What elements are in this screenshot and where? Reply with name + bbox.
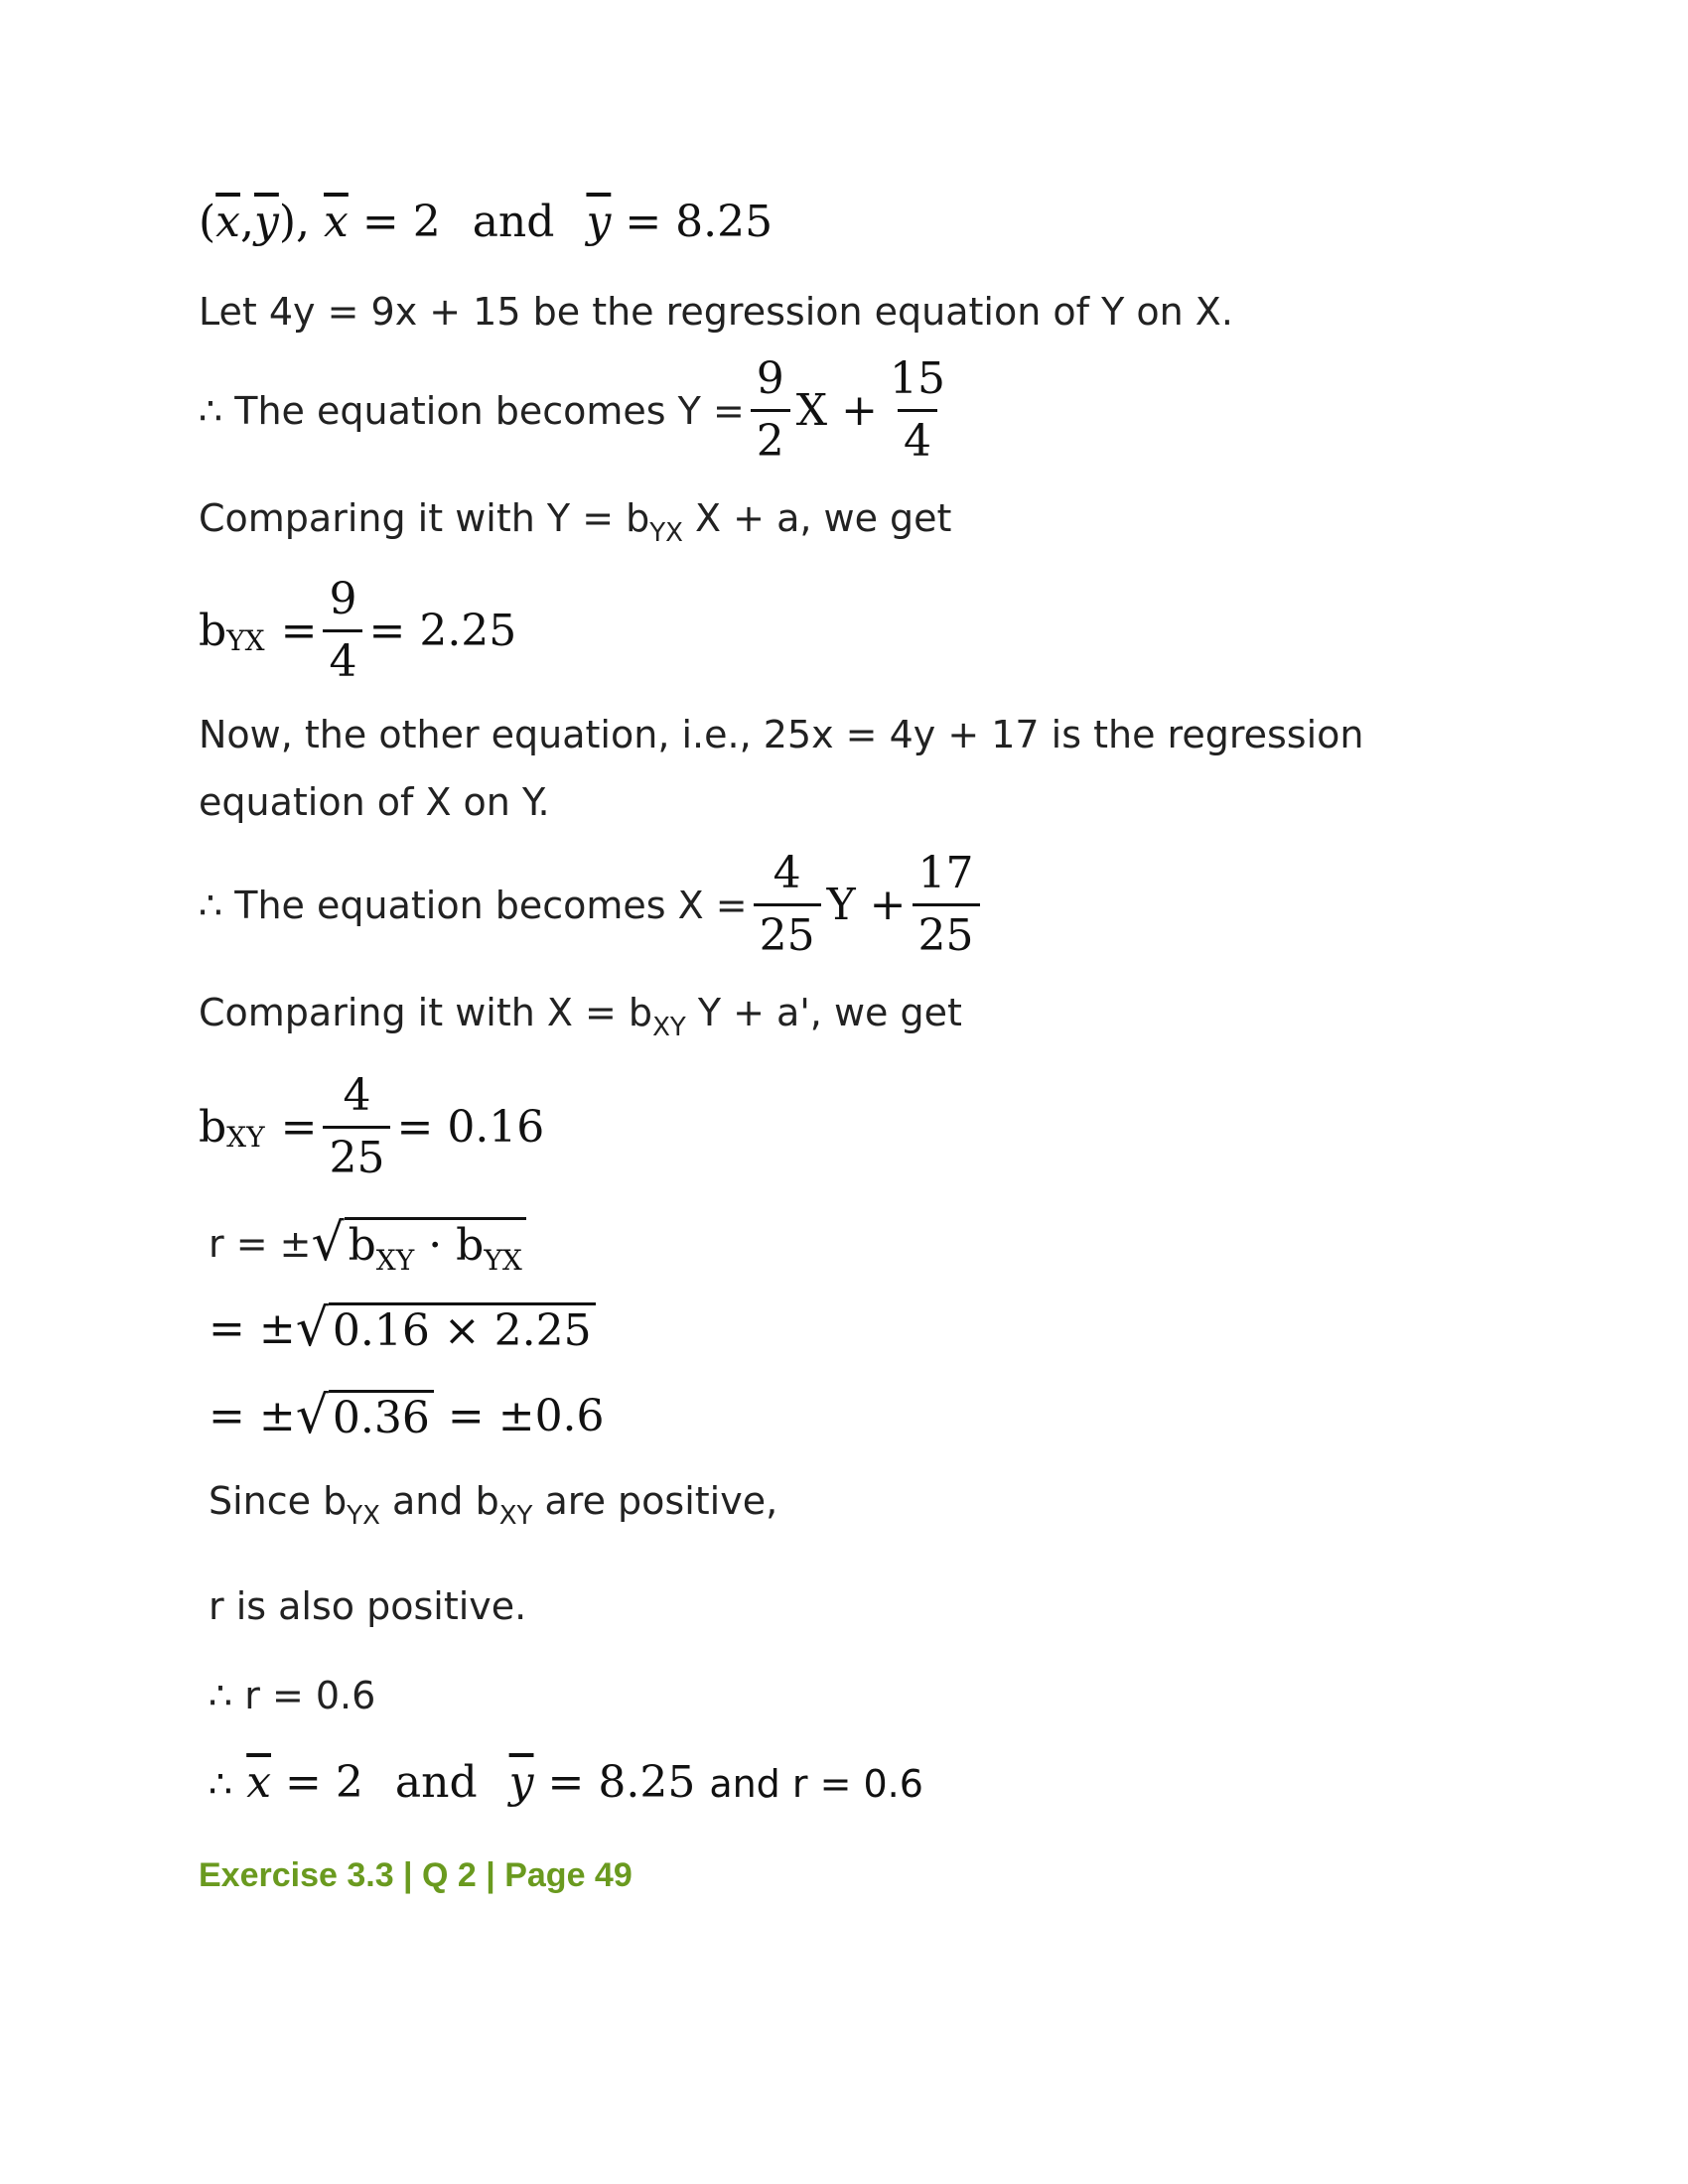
b2: b bbox=[456, 1220, 485, 1271]
x-value: = 2 bbox=[285, 1757, 363, 1808]
y-mean-value: = 8.25 bbox=[625, 197, 774, 247]
fraction-9-2 bbox=[751, 353, 790, 467]
fraction-15-4 bbox=[884, 353, 951, 467]
y-bar: $\overline{y}$ bbox=[508, 1757, 534, 1808]
radicand: 0.36 bbox=[329, 1390, 434, 1442]
result: = 2.25 bbox=[368, 606, 517, 656]
numerator: 17 bbox=[917, 848, 974, 898]
numerator: 9 bbox=[756, 353, 784, 404]
exercise-reference: Exercise 3.3 | Q 2 | Page 49 bbox=[199, 1856, 633, 1894]
denominator: 25 bbox=[323, 1126, 390, 1180]
statement-x-on-y-1: Now, the other equation, i.e., 25x = 4y + 17 is the regression bbox=[199, 713, 1364, 756]
numerator: 15 bbox=[889, 353, 945, 404]
plus-minus: = ± bbox=[209, 1391, 296, 1442]
denominator: 2 bbox=[751, 409, 790, 464]
paren-open: ( bbox=[199, 197, 216, 247]
y-plus: Y + bbox=[826, 880, 907, 930]
y-bar-2: $\overline{y}$ bbox=[586, 197, 612, 247]
text-a: Since b bbox=[209, 1479, 348, 1523]
prefix-text: ∴ The equation becomes X = bbox=[199, 883, 748, 927]
radical-sign: √ bbox=[311, 1213, 345, 1273]
r-plus-minus: r = ± bbox=[209, 1221, 312, 1266]
r-formula bbox=[209, 1213, 526, 1277]
result: = 0.16 bbox=[396, 1102, 545, 1153]
paren-close: ), bbox=[278, 197, 311, 247]
x-mean-value: = 2 bbox=[361, 197, 441, 247]
sqrt-bxy-byx bbox=[311, 1213, 525, 1277]
dot: · bbox=[414, 1220, 457, 1271]
sqrt-product bbox=[295, 1298, 596, 1358]
prefix-text: ∴ The equation becomes Y = bbox=[199, 388, 745, 433]
bxy-value bbox=[199, 1070, 545, 1183]
radical-sign: √ bbox=[295, 1298, 329, 1358]
equation-x-becomes bbox=[199, 848, 986, 961]
radicand: 0.16 × 2.25 bbox=[329, 1302, 596, 1355]
r-positive: r is also positive. bbox=[209, 1584, 527, 1628]
and-word: and bbox=[472, 197, 555, 247]
r-result bbox=[209, 1386, 605, 1445]
comma: , bbox=[240, 197, 254, 247]
r-tail: and r = 0.6 bbox=[709, 1762, 923, 1806]
sqrt-036 bbox=[295, 1386, 434, 1445]
statement-x-on-y-2: equation of X on Y. bbox=[199, 780, 550, 824]
subscript: YX bbox=[226, 624, 265, 657]
radical-sign: √ bbox=[295, 1386, 329, 1445]
radicand bbox=[345, 1217, 526, 1277]
equals: = bbox=[280, 1102, 318, 1153]
fraction-9-4 bbox=[323, 574, 362, 687]
text-b: and b bbox=[379, 1479, 499, 1523]
r-substitution bbox=[209, 1298, 596, 1358]
byx-value bbox=[199, 574, 517, 687]
y-value: = 8.25 bbox=[547, 1757, 696, 1808]
therefore: ∴ bbox=[209, 1762, 233, 1806]
text-b: X + a, we get bbox=[682, 496, 952, 540]
b-symbol: b bbox=[199, 1102, 227, 1153]
x-bar: $\overline{x}$ bbox=[215, 197, 240, 247]
since-positive bbox=[209, 1479, 778, 1531]
b1: b bbox=[348, 1220, 376, 1271]
text-a: Comparing it with Y = b bbox=[199, 496, 650, 540]
subscript: XY bbox=[652, 1013, 686, 1042]
text-c: are positive, bbox=[532, 1479, 778, 1523]
sub1: YX bbox=[347, 1501, 380, 1531]
numerator: 9 bbox=[329, 574, 357, 624]
statement-y-on-x: Let 4y = 9x + 15 be the regression equation of Y on X. bbox=[199, 290, 1233, 334]
y-bar: $\overline{y}$ bbox=[254, 197, 279, 247]
subscript: XY bbox=[226, 1121, 265, 1154]
denominator: 4 bbox=[898, 409, 937, 464]
plus-minus: = ± bbox=[209, 1303, 296, 1355]
comparing-xy bbox=[199, 991, 962, 1042]
comparing-yx bbox=[199, 496, 952, 548]
sub2: YX bbox=[484, 1244, 522, 1277]
numerator: 4 bbox=[343, 1070, 371, 1121]
final-answer bbox=[209, 1757, 923, 1808]
subscript: YX bbox=[649, 518, 683, 548]
denominator: 25 bbox=[913, 903, 980, 958]
text-a: Comparing it with X = b bbox=[199, 991, 653, 1034]
r-value: ∴ r = 0.6 bbox=[209, 1674, 376, 1717]
final-value: = ±0.6 bbox=[447, 1391, 605, 1442]
means-line bbox=[199, 197, 773, 247]
x-plus: X + bbox=[795, 385, 878, 436]
denominator: 25 bbox=[754, 903, 821, 958]
equation-y-becomes bbox=[199, 353, 957, 467]
b-symbol: b bbox=[199, 606, 227, 656]
x-bar-2: $\overline{x}$ bbox=[324, 197, 349, 247]
fraction-17-25 bbox=[913, 848, 980, 961]
denominator: 4 bbox=[323, 629, 362, 684]
sub2: XY bbox=[498, 1501, 533, 1531]
numerator: 4 bbox=[773, 848, 801, 898]
equals: = bbox=[280, 606, 318, 656]
x-bar: $\overline{x}$ bbox=[246, 1757, 272, 1808]
fraction-4-25 bbox=[754, 848, 821, 961]
text-b: Y + a', we get bbox=[685, 991, 962, 1034]
sub1: XY bbox=[375, 1244, 415, 1277]
fraction-4-25-b bbox=[323, 1070, 390, 1183]
and-word: and bbox=[394, 1757, 478, 1808]
